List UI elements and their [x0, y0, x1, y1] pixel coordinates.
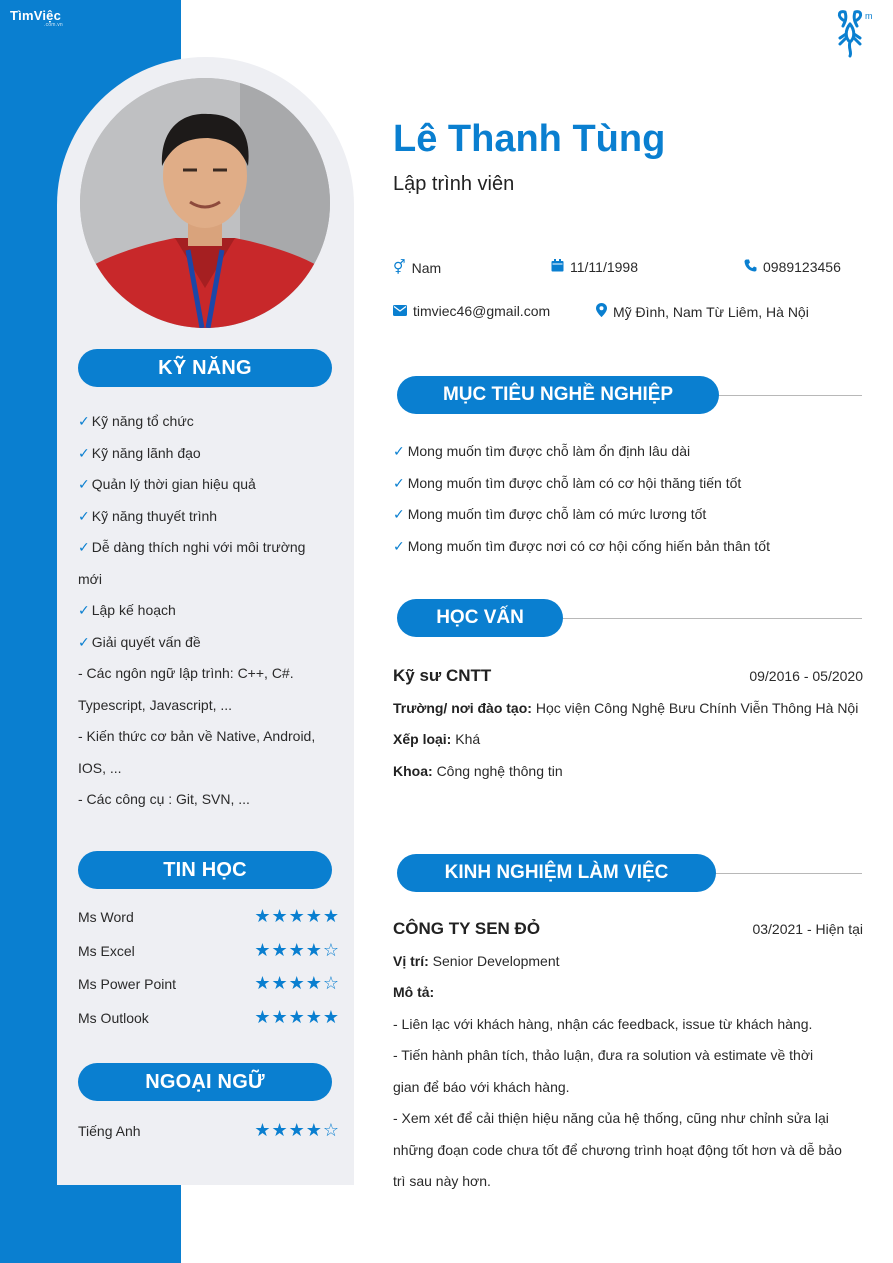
degree-title: Kỹ sư CNTT — [393, 666, 492, 685]
check-icon: ✓ — [78, 539, 90, 555]
education-heading: HỌC VẤN — [397, 599, 563, 637]
language-row-english — [78, 1114, 340, 1147]
section-divider — [700, 873, 862, 874]
check-icon: ✓ — [393, 443, 405, 459]
it-heading: TIN HỌC — [78, 851, 332, 889]
list-item: ✓ Quản lý thời gian hiệu quả — [78, 476, 256, 492]
star-rating: ★★★★☆ — [254, 1120, 340, 1140]
list-item: ✓ Mong muốn tìm được nơi có cơ hội cống hiến bản thân tốt — [393, 537, 770, 554]
map-pin-icon — [596, 303, 607, 320]
skill-name: Ms Outlook — [78, 1009, 149, 1026]
scorpion-logo-icon — [835, 8, 875, 58]
check-icon: ✓ — [78, 476, 90, 492]
check-icon: ✓ — [78, 444, 90, 461]
education-period: 09/2016 - 05/2020 — [749, 668, 863, 684]
education-block — [393, 660, 863, 787]
star-rating: ★★★★★ — [254, 906, 340, 926]
experience-block — [393, 913, 863, 1198]
section-divider — [550, 618, 862, 619]
job-title: Lập trình viên — [393, 173, 515, 195]
it-row-excel — [78, 934, 340, 967]
skills-list — [78, 406, 343, 816]
star-rating: ★★★★☆ — [254, 940, 340, 960]
list-item: ✓ Kỹ năng tổ chức — [78, 413, 194, 429]
list-item: ✓ Mong muốn tìm được chỗ làm có cơ hội thăng tiến tốt — [393, 474, 742, 491]
faculty-line: Khoa: Công nghệ thông tin — [393, 762, 563, 779]
birthday-info: 11/11/1998 — [551, 259, 638, 275]
list-item: ✓ Giải quyết vấn đề — [78, 633, 201, 650]
skill-name: Ms Excel — [78, 942, 135, 959]
brand-sub: .com.vn — [44, 22, 63, 28]
profile-photo — [80, 78, 330, 328]
it-row-powerpoint — [78, 967, 340, 1000]
check-icon: ✓ — [78, 413, 90, 429]
section-divider — [700, 395, 862, 396]
calendar-icon — [551, 259, 564, 275]
objective-heading: MỤC TIÊU NGHỀ NGHIỆP — [397, 376, 719, 414]
language-name: Tiếng Anh — [78, 1122, 141, 1139]
svg-text:m: m — [865, 11, 873, 21]
it-row-outlook — [78, 1001, 340, 1034]
star-rating: ★★★★☆ — [254, 973, 340, 993]
brand-name: TìmViệc — [10, 8, 62, 23]
skill-name: Ms Word — [78, 908, 134, 925]
list-item: ✓ Kỹ năng lãnh đạo — [78, 444, 201, 461]
position-line: Vị trí: Senior Development — [393, 952, 560, 969]
list-item: ✓ Mong muốn tìm được chỗ làm ổn định lâu dài — [393, 443, 691, 459]
gender-info: ⚥ Nam — [393, 259, 442, 276]
phone-info: 0989123456 — [744, 259, 841, 275]
school-line: Trường/ nơi đào tạo: Học viện Công Nghệ Bưu Chính Viễn Thông Hà Nội — [393, 699, 859, 716]
phone-icon — [744, 259, 757, 275]
experience-heading: KINH NGHIỆM LÀM VIỆC — [397, 854, 716, 892]
experience-period: 03/2021 - Hiện tại — [752, 921, 863, 937]
envelope-icon — [393, 303, 407, 319]
check-icon: ✓ — [78, 602, 90, 618]
email-info: timviec46@gmail.com — [393, 303, 550, 319]
list-item: ✓ Lập kế hoạch — [78, 602, 176, 618]
description-item: - Xem xét để cải thiện hiệu năng của hệ thống, cũng như chỉnh sửa lại những đoạn code chưa tốt để chương trình hoạt động tốt hơn và dễ bảo trì sau này hơn. — [393, 1110, 842, 1189]
description-item: - Tiến hành phân tích, thảo luận, đưa ra solution và estimate về thời gian để báo với khách hàng. — [393, 1047, 814, 1095]
grade-line: Xếp loại: Khá — [393, 731, 481, 747]
check-icon: ✓ — [78, 507, 90, 524]
check-icon: ✓ — [393, 474, 405, 491]
list-item: - Các công cụ : Git, SVN, ... — [78, 791, 250, 807]
list-item: ✓ Mong muốn tìm được chỗ làm có mức lương tốt — [393, 506, 707, 522]
address-info: Mỹ Đình, Nam Từ Liêm, Hà Nội — [596, 303, 809, 320]
list-item: ✓ Kỹ năng thuyết trình — [78, 507, 218, 524]
check-icon: ✓ — [393, 506, 405, 522]
languages-heading: NGOẠI NGỮ — [78, 1063, 332, 1101]
it-row-word — [78, 900, 340, 933]
experience-header — [393, 913, 863, 946]
description-label: Mô tả: — [393, 984, 435, 1000]
company-name: CÔNG TY SEN ĐỎ — [393, 919, 541, 938]
skills-heading: KỸ NĂNG — [78, 349, 332, 387]
list-item: - Các ngôn ngữ lập trình: C++, C#. Typescript, Javascript, ... — [78, 665, 294, 713]
list-item: - Kiến thức cơ bản về Native, Android, IOS, ... — [78, 728, 316, 776]
check-icon: ✓ — [393, 537, 405, 554]
objective-list — [393, 436, 863, 562]
list-item: ✓ Dễ dàng thích nghi với môi trường mới — [78, 539, 306, 587]
check-icon: ✓ — [78, 633, 90, 650]
brand-logo — [10, 8, 63, 28]
education-header — [393, 660, 863, 693]
candidate-name: Lê Thanh Tùng — [393, 118, 666, 160]
description-item: - Liên lạc với khách hàng, nhận các feedback, issue từ khách hàng. — [393, 1015, 813, 1032]
star-rating: ★★★★★ — [254, 1007, 340, 1027]
gender-icon: ⚥ — [393, 259, 406, 275]
skill-name: Ms Power Point — [78, 975, 177, 992]
